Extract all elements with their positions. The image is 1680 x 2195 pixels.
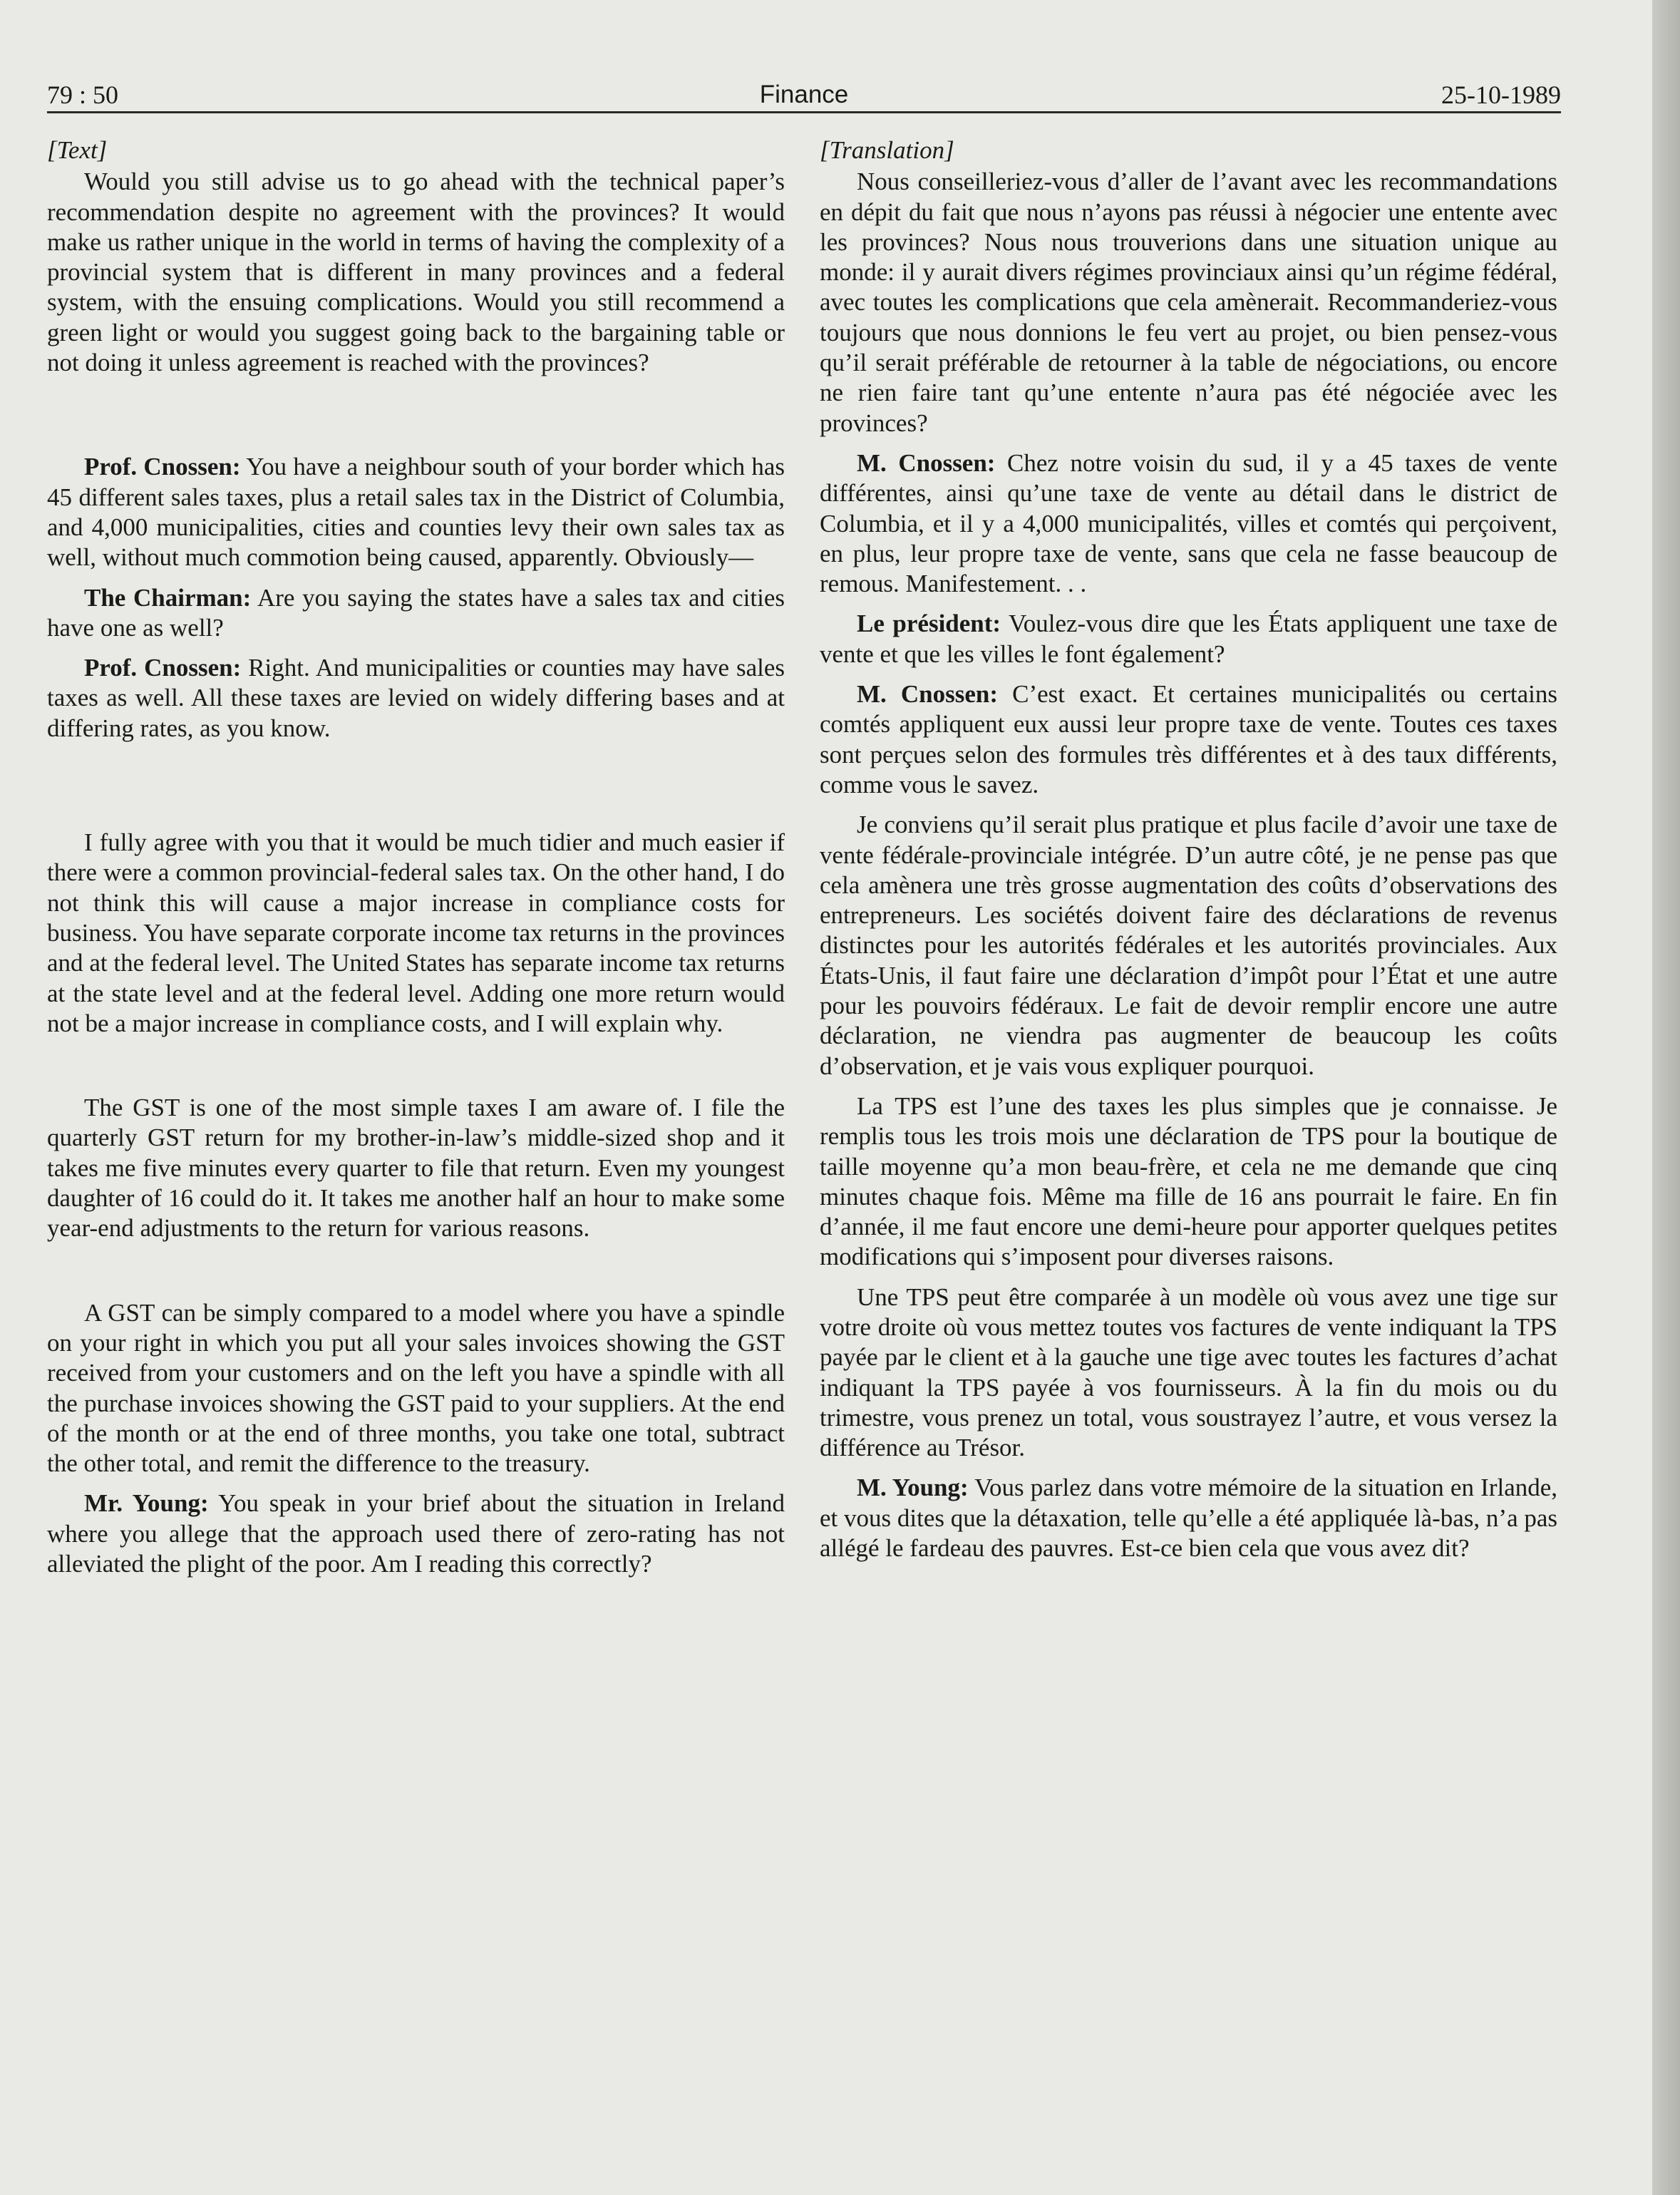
paragraph-text: Chez notre voisin du sud, il y a 45 taxes de vente différentes, ainsi qu’une taxe de vente au détail dans le district de Columbia, et il y a 4,000 municipalités, villes et comtés qui perçoivent, en plus, leur propre taxe de vente, sans que cela ne fasse beaucoup de remous. Manifestement. . . — [820, 448, 1557, 598]
speaker-name: Prof. Cnossen: — [84, 453, 241, 481]
english-label: [Text] — [47, 136, 108, 164]
paragraph-text: Je conviens qu’il serait plus pratique et plus facile d’avoir une taxe de vente fédérale-provinciale intégrée. D’un autre côté, je ne pense pas que cela amènera une très grosse augmentation des coûts d’observations des entrepreneurs. Les sociétés doivent faire des déclarations de revenus distinctes pour les autorités fédérales et les autorités provinciales. Aux États-Unis, il faut faire une déclaration d’impôt pour l’État et une autre pour les pouvoirs fédéraux. Le fait de devoir remplir encore une autre déclaration, ne viendra pas augmenter de beaucoup les coûts d’observation, et je vais vous expliquer pourquoi. — [820, 811, 1557, 1080]
paragraph — [820, 609, 1557, 669]
paragraph — [47, 1093, 785, 1243]
french-column — [820, 135, 1557, 1563]
speaker-name: The Chairman: — [84, 583, 252, 612]
paragraph-text: You speak in your brief about the situation in Ireland where you allege that the approach used there of zero-rating has not alleviated the plight of the poor. Am I reading this correctly? — [47, 1489, 785, 1578]
speaker-name: M. Young: — [857, 1474, 969, 1502]
paragraph — [820, 679, 1557, 800]
paragraph-text: C’est exact. Et certaines municipalités ou certains comtés appliquent eux aussi leur propre taxe de vente. Toutes ces taxes sont perçues selon des formules très différentes et à des taux différents, comme vous le savez. — [820, 680, 1557, 798]
paragraph-text: A GST can be simply compared to a model where you have a spindle on your right in which you put all your sales invoices showing the GST received from your customers and on the left you have a spindle with all the purchase invoices showing the GST paid to your suppliers. At the end of the month or at the end of three months, you take one total, subtract the other total, and remit the difference to the treasury. — [47, 1298, 785, 1478]
paragraph-text: Right. And municipalities or counties may have sales taxes as well. All these taxes are levied on widely differing bases and at differing rates, as you know. — [47, 654, 785, 742]
section-title: Finance — [759, 81, 849, 108]
paragraph-text: I fully agree with you that it would be much tidier and much easier if there were a common provincial-federal sales tax. On the other hand, I do not think this will cause a major increase in compliance costs for business. You have separate corporate income tax returns in the provinces and at the federal level. The United States has separate income tax returns at the state level and at the federal level. Adding one more return would not be a major increase in compliance costs, and I will explain why. — [47, 828, 785, 1037]
paragraph-text: Vous parlez dans votre mémoire de la situation en Irlande, et vous dites que la détaxation, telle qu’elle a été appliquée là-bas, n’a pas allégé le fardeau des pauvres. Est-ce bien cela que vous avez dit? — [820, 1474, 1558, 1563]
paragraph-text: You have a neighbour south of your border which has 45 different sales taxes, plus a retail sales tax in the District of Columbia, and 4,000 municipalities, cities and counties levy their own sales tax as well, without much commotion being caused, apparently. Obviously— — [47, 453, 785, 572]
page-edge-shadow — [1652, 0, 1680, 2195]
paragraph — [820, 448, 1557, 599]
paragraph-text: Voulez-vous dire que les États appliquent une taxe de vente et que les villes le font également? — [820, 610, 1557, 668]
page-reference: 79 : 50 — [47, 81, 119, 109]
header-rule — [47, 111, 1561, 113]
document-date: 25-10-1989 — [1441, 81, 1561, 109]
paragraph-text: Are you saying the states have a sales tax and cities have one as well? — [47, 583, 785, 642]
paragraph — [47, 1298, 785, 1479]
paragraph — [820, 1282, 1557, 1464]
speaker-name: M. Cnossen: — [857, 680, 999, 709]
paragraph — [820, 167, 1557, 438]
paragraph — [820, 810, 1557, 1081]
speaker-name: Prof. Cnossen: — [84, 654, 242, 682]
paragraph-text: Une TPS peut être comparée à un modèle où vous avez une tige sur votre droite où vous mettez toutes vos factures de vente indiquant la TPS payée par le client et à la gauche une tige avec toutes les factures d’achat indiquant la TPS payée à vos fournisseurs. À la fin du mois ou du trimestre, vous prenez un total, vous soustrayez l’autre, et vous versez la différence au Trésor. — [820, 1282, 1557, 1462]
paragraph — [47, 828, 785, 1039]
english-column — [47, 135, 785, 1579]
speaker-name: Mr. Young: — [84, 1489, 209, 1518]
paragraph — [47, 653, 785, 744]
paragraph-text: Would you still advise us to go ahead with the technical paper’s recommendation despite no agreement with the provinces? It would make us rather unique in the world in terms of having the complexity of a provincial system that is different in many provinces and a federal system, with the ensuing complications. Would you still recommend a green light or would you suggest going back to the bargaining table or not doing it unless agreement is reached with the provinces? — [47, 168, 785, 377]
speaker-name: M. Cnossen: — [857, 448, 996, 477]
speaker-name: Le président: — [857, 610, 1001, 638]
paragraph-text: La TPS est l’une des taxes les plus simples que je connaisse. Je remplis tous les trois mois une déclaration de TPS pour la boutique de taille moyenne qu’a mon beau-frère, et cela ne me demande que cinq minutes chaque fois. Même ma fille de 16 ans pourrait le faire. En fin d’année, il me faut encore une demi-heure pour apporter quelques petites modifications qui s’imposent pour diverses raisons. — [820, 1091, 1557, 1271]
paragraph — [47, 167, 785, 378]
page-header — [47, 77, 1561, 113]
paragraph — [820, 1473, 1557, 1563]
paragraph-text: The GST is one of the most simple taxes I am aware of. I file the quarterly GST return for my brother-in-law’s middle-sized shop and it takes me five minutes every quarter to file that return. Even my youngest daughter of 16 could do it. It takes me another half an hour to make some year-end adjustments to the return for various reasons. — [47, 1094, 785, 1243]
paragraph — [47, 583, 785, 644]
paragraph-text: Nous conseilleriez-vous d’aller de l’avant avec les recommandations en dépit du fait que nous n’ayons pas réussi à négocier une entente avec les provinces? Nous nous trouverions dans une situation unique au monde: il y aurait divers régimes provinciaux ainsi qu’un régime fédéral, avec toutes les complications que cela amènerait. Recommanderiez-vous toujours que nous donnions le feu vert au projet, ou bien pensez-vous qu’il serait préférable de retourner à la table de négociations, ou encore ne rien faire tant qu’une entente n’aura pas été négociée avec les provinces? — [820, 168, 1557, 437]
french-label: [Translation] — [820, 136, 954, 164]
paragraph — [47, 452, 785, 572]
paragraph — [820, 1091, 1557, 1273]
paragraph — [47, 1489, 785, 1579]
